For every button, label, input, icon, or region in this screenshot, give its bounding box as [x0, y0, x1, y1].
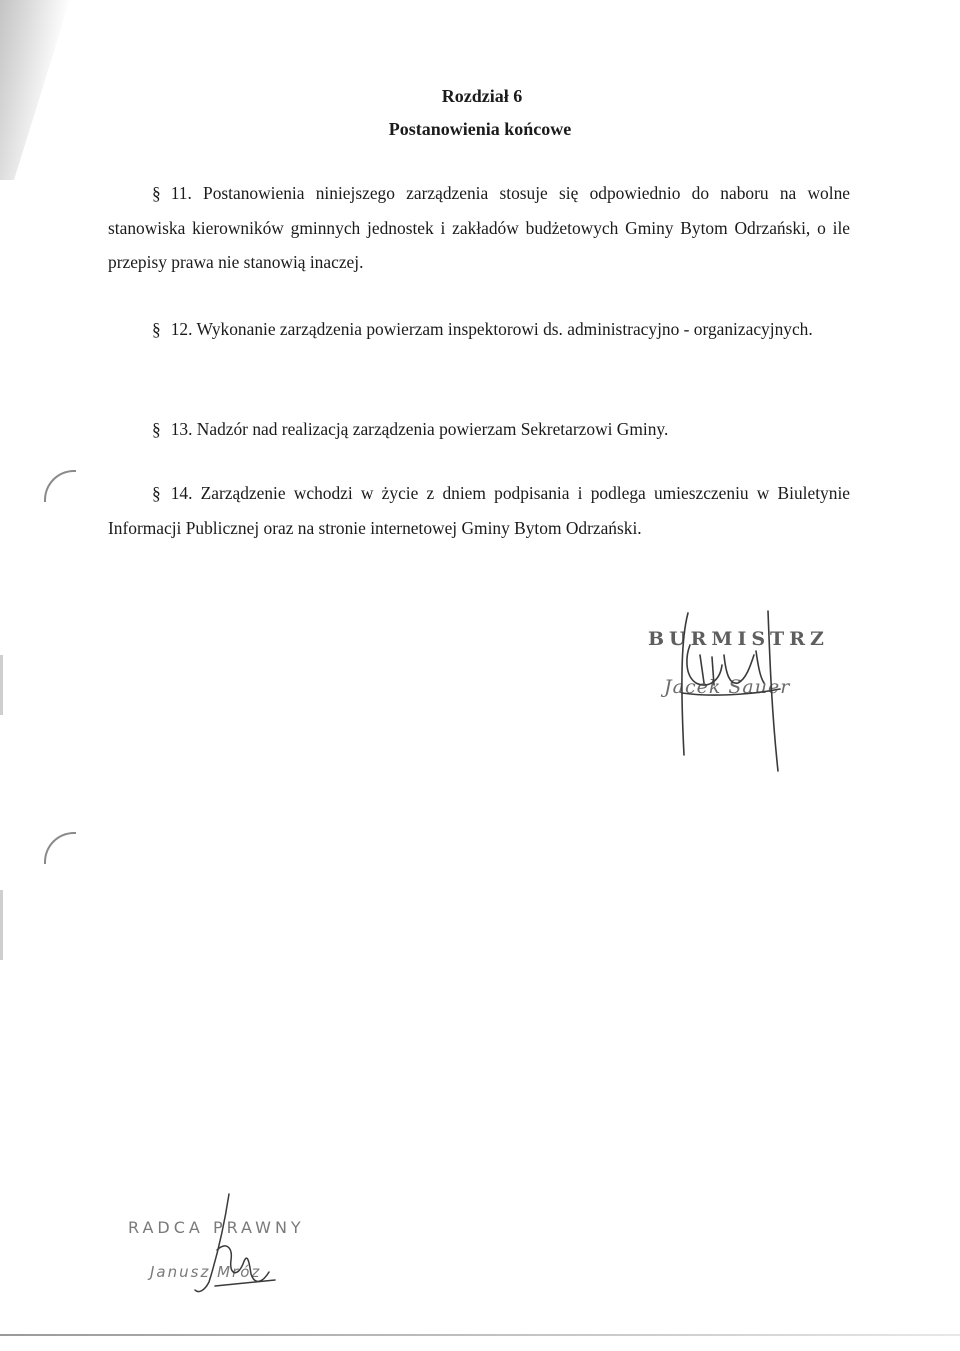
chapter-number: Rozdział 6: [441, 86, 523, 106]
paragraph-11: [108, 176, 850, 280]
section-symbol: §: [152, 319, 161, 339]
scan-bottom-line: [0, 1334, 960, 1336]
section-symbol: §: [152, 183, 161, 203]
burmistrz-stamp-name: Jacek Sauer: [664, 676, 791, 698]
burmistrz-stamp-title: BURMISTRZ: [648, 628, 829, 650]
punch-hole-mark: [44, 832, 76, 864]
chapter-title: Postanowienia końcowe: [388, 119, 572, 139]
scan-edge-mark: [0, 890, 3, 960]
section-symbol: §: [152, 483, 161, 503]
paragraph-text: 14. Zarządzenie wchodzi w życie z dniem podpisania i podlega umieszczeniu w Biuletynie Informacji Publicznej oraz na stronie internetowej Gminy Bytom Odrzański.: [108, 483, 850, 538]
paragraph-text: 11. Postanowienia niniejszego zarządzenia stosuje się odpowiednio do naboru na wolne stanowiska kierowników gminnych jednostek i zakładów budżetowych Gminy Bytom Odrzański, o ile przepisy prawa nie stanowią inaczej.: [108, 183, 850, 272]
section-symbol: §: [152, 419, 161, 439]
burmistrz-signature: [660, 605, 800, 775]
radca-stamp-title: RADCA PRAWNY: [128, 1218, 305, 1237]
punch-hole-mark: [44, 470, 76, 502]
paragraph-text: 13. Nadzór nad realizacją zarządzenia powierzam Sekretarzowi Gminy.: [170, 419, 669, 439]
paragraph-12: [108, 312, 850, 347]
paragraph-14: [108, 476, 850, 545]
paragraph-text: 12. Wykonanie zarządzenia powierzam inspektorowi ds. administracyjno - organizacyjnych.: [170, 319, 813, 339]
scan-edge-mark: [0, 655, 3, 715]
radca-signature: [185, 1190, 285, 1300]
paragraph-13: [108, 412, 850, 447]
radca-stamp-name: Janusz Mróz: [150, 1263, 262, 1281]
